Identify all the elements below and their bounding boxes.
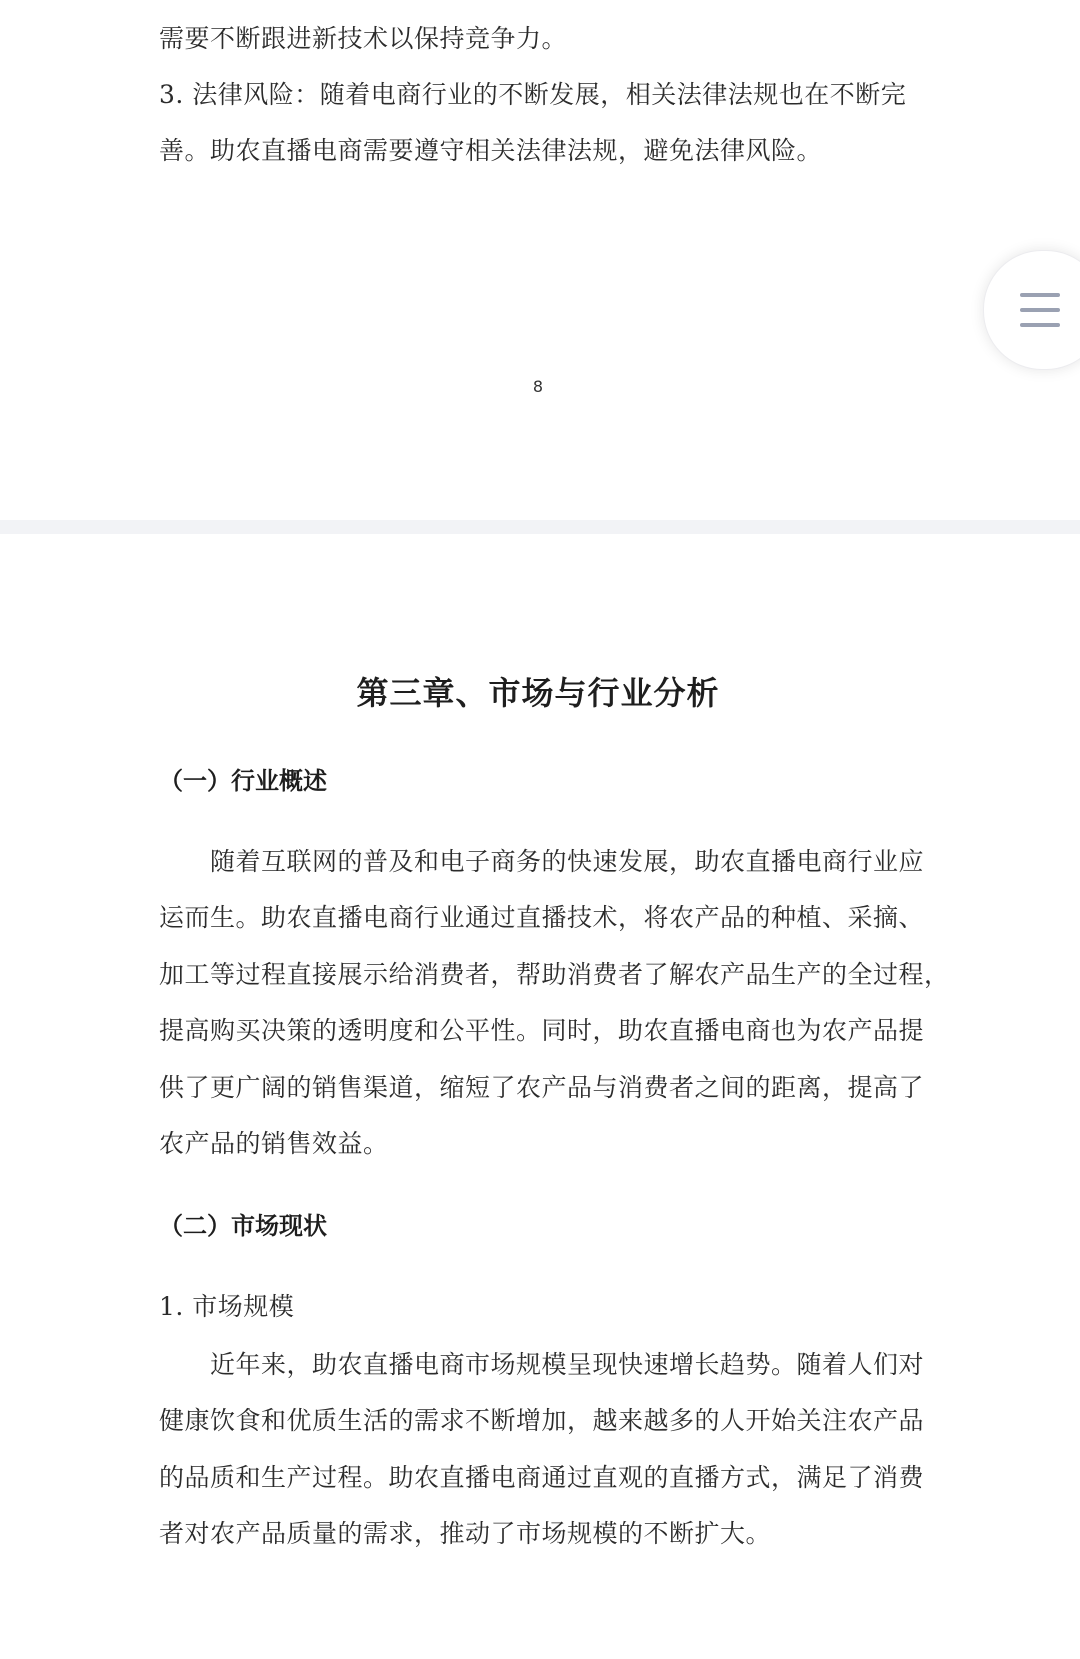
paragraph-line: 农产品的销售效益。 <box>159 1129 389 1158</box>
paragraph-line: 需要不断跟进新技术以保持竞争力。 <box>159 24 568 53</box>
paragraph-line: 加工等过程直接展示给消费者，帮助消费者了解农产品生产的全过程， <box>159 960 950 989</box>
paragraph-line: 3. 法律风险：随着电商行业的不断发展，相关法律法规也在不断完 <box>159 80 907 109</box>
page-separator <box>0 520 1080 534</box>
document-page-8 <box>0 0 1080 520</box>
paragraph-line: 供了更广阔的销售渠道，缩短了农产品与消费者之间的距离，提高了 <box>159 1073 925 1102</box>
paragraph-line: 者对农产品质量的需求，推动了市场规模的不断扩大。 <box>159 1519 772 1548</box>
paragraph-line: 近年来，助农直播电商市场规模呈现快速增长趋势。随着人们对 <box>210 1350 925 1379</box>
paragraph-line: 运而生。助农直播电商行业通过直播技术，将农产品的种植、采摘、 <box>159 903 925 932</box>
subsection-heading-market-size: 1. 市场规模 <box>159 1292 295 1321</box>
paragraph-line: 健康饮食和优质生活的需求不断增加，越来越多的人开始关注农产品 <box>159 1406 925 1435</box>
chapter-title: 第三章、市场与行业分析 <box>356 674 720 712</box>
section-heading-industry-overview: （一）行业概述 <box>159 767 327 795</box>
page-number: 8 <box>532 377 544 396</box>
hamburger-menu-icon <box>1020 290 1060 330</box>
paragraph-line: 善。助农直播电商需要遵守相关法律法规，避免法律风险。 <box>159 136 823 165</box>
paragraph-line: 随着互联网的普及和电子商务的快速发展，助农直播电商行业应 <box>210 847 925 876</box>
section-heading-market-status: （二）市场现状 <box>159 1212 327 1240</box>
paragraph-line: 提高购买决策的透明度和公平性。同时，助农直播电商也为农产品提 <box>159 1016 925 1045</box>
paragraph-line: 的品质和生产过程。助农直播电商通过直观的直播方式，满足了消费 <box>159 1463 925 1492</box>
